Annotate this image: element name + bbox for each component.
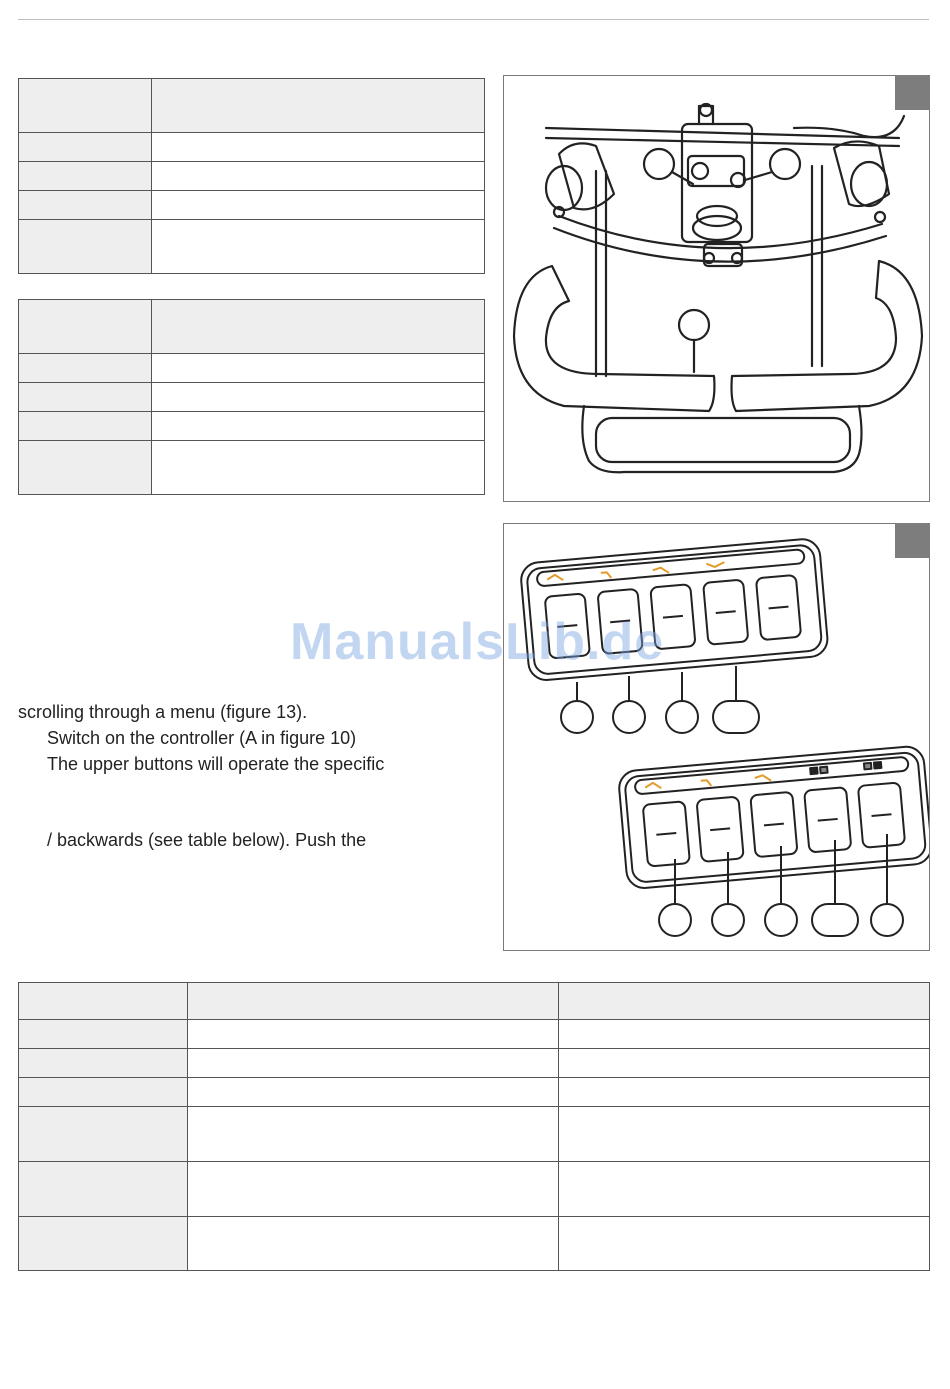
table-cell	[152, 220, 485, 274]
table-row	[19, 1217, 930, 1271]
table-row	[19, 133, 485, 162]
table-cell	[559, 1107, 930, 1162]
table-row	[19, 1049, 930, 1078]
table-cell	[152, 354, 485, 383]
table-cell	[188, 1107, 559, 1162]
spec-table-2	[18, 299, 485, 495]
table-row	[19, 79, 485, 133]
table-cell	[152, 133, 485, 162]
table-cell	[152, 412, 485, 441]
figure-tab	[895, 523, 930, 558]
table-cell	[19, 220, 152, 274]
table-cell	[152, 383, 485, 412]
table-row	[19, 1162, 930, 1217]
body-text-line: / backwards (see table below). Push the	[47, 830, 367, 850]
table-cell	[152, 79, 485, 133]
table-cell	[19, 412, 152, 441]
table-row	[19, 162, 485, 191]
table-row	[19, 1020, 930, 1049]
table-cell	[152, 191, 485, 220]
table-cell	[19, 1107, 188, 1162]
table-cell	[152, 441, 485, 495]
table-row	[19, 1078, 930, 1107]
figure-tab	[895, 75, 930, 110]
table-cell	[152, 300, 485, 354]
table-cell	[559, 1162, 930, 1217]
body-text-line: Switch on the controller (A in figure 10)	[47, 728, 357, 748]
table-cell	[188, 1078, 559, 1107]
table-cell	[559, 1217, 930, 1271]
table-row	[19, 412, 485, 441]
table-row	[19, 441, 485, 495]
table-cell	[19, 162, 152, 191]
table-cell	[559, 1020, 930, 1049]
function-table	[18, 982, 930, 1271]
body-text-line: scrolling through a menu (figure 13).	[18, 702, 308, 722]
table-cell	[19, 983, 188, 1020]
table-cell	[19, 441, 152, 495]
table-row	[19, 983, 930, 1020]
table-cell	[19, 383, 152, 412]
table-cell	[19, 191, 152, 220]
table-row	[19, 1107, 930, 1162]
table-cell	[188, 983, 559, 1020]
header-rule	[18, 19, 929, 20]
table-cell	[19, 354, 152, 383]
table-cell	[188, 1217, 559, 1271]
body-text-line: The upper buttons will operate the specific	[47, 754, 385, 774]
table-cell	[188, 1162, 559, 1217]
table-row	[19, 300, 485, 354]
table-cell	[19, 1078, 188, 1107]
table-row	[19, 220, 485, 274]
table-cell	[559, 983, 930, 1020]
figure-keypads	[503, 523, 930, 951]
table-cell	[19, 300, 152, 354]
table-cell	[152, 162, 485, 191]
table-cell	[188, 1049, 559, 1078]
keypad-illustration	[504, 524, 929, 950]
frame-illustration	[504, 76, 929, 501]
watermark: ManualsLib.de	[290, 613, 665, 671]
table-row	[19, 354, 485, 383]
table-cell	[19, 1217, 188, 1271]
table-cell	[559, 1049, 930, 1078]
table-row	[19, 191, 485, 220]
figure-controller-frame	[503, 75, 930, 502]
table-cell	[19, 133, 152, 162]
table-cell	[19, 79, 152, 133]
table-cell	[19, 1020, 188, 1049]
spec-table-1	[18, 78, 485, 274]
table-cell	[19, 1162, 188, 1217]
table-cell	[559, 1078, 930, 1107]
table-row	[19, 383, 485, 412]
table-cell	[188, 1020, 559, 1049]
table-cell	[19, 1049, 188, 1078]
